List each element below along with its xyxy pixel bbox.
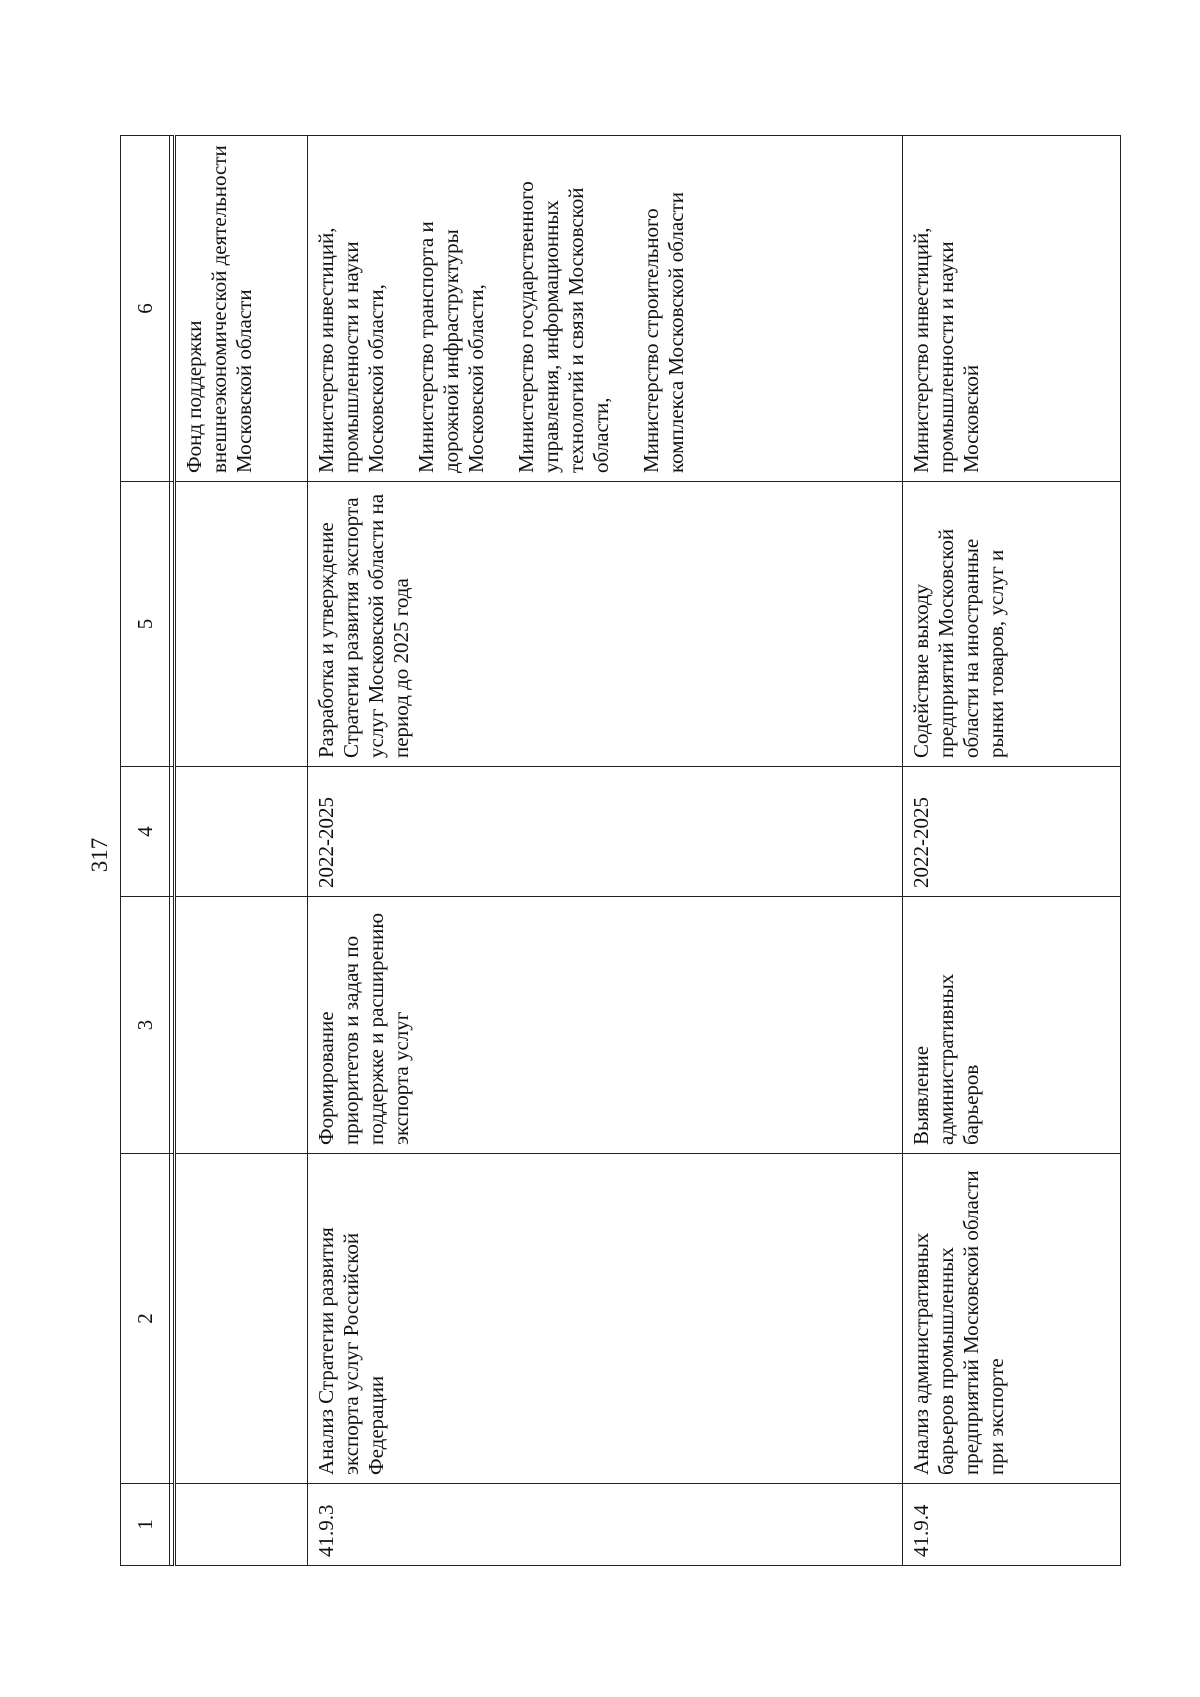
cell-period: 2022-2025 bbox=[903, 767, 1121, 897]
cell-measure: Анализ Стратегии развития экспорта услуг Российской Федерации bbox=[308, 1154, 903, 1484]
column-number-4: 4 bbox=[121, 767, 170, 897]
column-number-row bbox=[121, 136, 170, 1566]
cell-responsible bbox=[308, 136, 903, 482]
cell-col5 bbox=[175, 482, 308, 767]
cell-code: 41.9.3 bbox=[308, 1484, 903, 1566]
cell-responsible: Министерство инвестиций, промышленности и науки Московской bbox=[903, 136, 1121, 482]
table-container bbox=[120, 136, 1120, 1566]
cell-period: 2022-2025 bbox=[308, 767, 903, 897]
page-number: 317 bbox=[87, 837, 112, 873]
cell-goal: Выявление административных барьеров bbox=[903, 897, 1121, 1154]
column-number-6: 6 bbox=[121, 136, 170, 482]
cell-col3 bbox=[175, 897, 308, 1154]
cell-goal: Формирование приоритетов и задач по поддержке и расширению экспорта услуг bbox=[308, 897, 903, 1154]
cell-measure: Анализ административных барьеров промышленных предприятий Московской области при экспорте bbox=[903, 1154, 1121, 1484]
column-number-3: 3 bbox=[121, 897, 170, 1154]
responsible-ministry-transport: Министерство транспорта и дорожной инфраструктуры Московской области, bbox=[414, 221, 488, 473]
cell-code: 41.9.4 bbox=[903, 1484, 1121, 1566]
responsible-ministry-construction: Министерство строительного комплекса Московской области bbox=[639, 192, 688, 473]
cell-responsible: Фонд поддержки внешнеэкономической деятельности Московской области bbox=[175, 136, 308, 482]
rotated-table-frame bbox=[120, 136, 1120, 1566]
cell-col2 bbox=[175, 1154, 308, 1484]
responsible-ministry-investments: Министерство инвестиций, промышленности и науки Московской области, bbox=[314, 227, 388, 473]
column-number-5: 5 bbox=[121, 482, 170, 767]
measures-table bbox=[120, 135, 1121, 1566]
cell-col4 bbox=[175, 767, 308, 897]
cell-result: Разработка и утверждение Стратегии развития экспорта услуг Московской области на период до 2025 года bbox=[308, 482, 903, 767]
table-row-41-9-3 bbox=[308, 136, 903, 1566]
column-number-1: 1 bbox=[121, 1484, 170, 1566]
table-row-41-9-4 bbox=[903, 136, 1121, 1566]
column-number-2: 2 bbox=[121, 1154, 170, 1484]
cell-result: Содействие выходу предприятий Московской области на иностранные рынки товаров, услуг и bbox=[903, 482, 1121, 767]
cell-code bbox=[175, 1484, 308, 1566]
table-row-continued bbox=[175, 136, 308, 1566]
responsible-ministry-it: Министерство государственного управления, информационных технологий и связи Московской области, bbox=[514, 181, 613, 473]
